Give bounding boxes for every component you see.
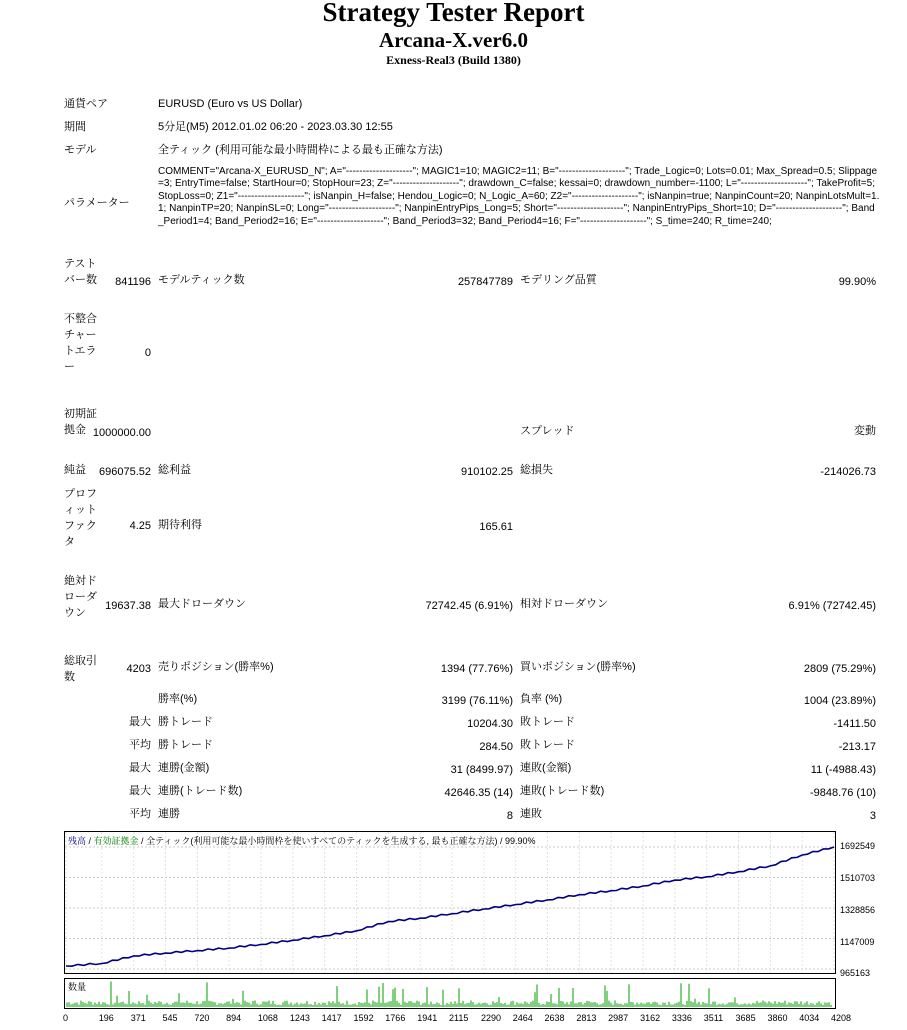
avg-label-2: 平均 [129,808,151,820]
cons-loss-money-label: 連敗(金額) [520,762,572,774]
x-tick-label: 1417 [321,1013,342,1023]
x-tick-label: 720 [194,1013,210,1023]
net-value: 696075.52 [99,466,151,478]
y-tick-0: 1692549 [840,841,876,851]
ea-name: Arcana-X.ver6.0 [379,28,528,52]
deposit-label: 初期証拠金 [64,408,97,436]
x-tick-label: 4208 [831,1013,852,1023]
x-tick-label: 2813 [576,1013,597,1023]
x-tick-label: 1068 [257,1013,278,1023]
max-win-label: 勝トレード [158,716,213,728]
mismatch-value: 0 [144,347,151,359]
period-value: 5分足(M5) 2012.01.02 06:20 - 2023.03.30 12:55 [158,121,393,133]
gross-profit-value: 910102.25 [461,466,513,478]
model-value: 全ティック (利用可能な最小時間枠による最も正確な方法) [158,144,443,156]
long-value: 2809 (75.29%) [803,663,876,675]
max-loss-value: -1411.50 [833,718,876,730]
x-tick-label: 371 [130,1013,146,1023]
avg-win-label: 勝トレード [158,739,213,751]
avg-win-value: 284.50 [479,741,513,753]
legend-equity: 有効証拠金 [93,836,139,846]
cons-win-money-label: 連勝(金額) [158,762,210,774]
legend-balance: 残高 [68,836,87,846]
balance-line [66,847,834,966]
cons-loss-trades-value: -9848.76 (10) [809,787,876,799]
x-tick-label: 2987 [608,1013,629,1023]
short-label: 売りポジション(勝率%) [158,661,274,673]
pf-label: プロフィットファクタ [64,488,97,548]
max-dd-label: 最大ドローダウン [158,598,246,610]
avg-cons-loss-label: 連敗 [520,808,542,820]
net-label: 純益 [64,464,86,476]
short-value: 1394 (77.76%) [440,663,513,675]
period-label: 期間 [64,121,86,133]
max-dd-value: 72742.45 (6.91%) [425,600,513,612]
gross-loss-label: 総損失 [520,464,553,476]
spread-value: 変動 [854,425,876,437]
cons-loss-trades-label: 連敗(トレード数) [520,785,605,797]
ticks-value: 257847789 [457,276,513,288]
trades-value: 4203 [126,663,151,675]
payoff-value: 165.61 [479,521,513,533]
cons-profit-label: 連勝(トレード数) [158,785,243,797]
deposit-value: 1000000.00 [92,427,151,439]
legend-sep-2: / [138,836,147,846]
max-win-value: 10204.30 [467,718,513,730]
x-tick-label: 1243 [289,1013,310,1023]
x-tick-label: 0 [63,1013,69,1023]
avg-cons-win-value: 8 [506,810,513,822]
max-label-3: 最大 [129,785,151,797]
volume-chart-svg [65,979,835,1008]
long-label: 買いポジション(勝率%) [520,661,636,673]
win-value: 3199 (76.11%) [441,695,513,707]
max-label-2: 最大 [129,762,151,774]
x-tick-label: 3860 [767,1013,788,1023]
payoff-label: 期待利得 [158,519,202,531]
params-value: COMMENT="Arcana-X_EURUSD_N"; A="--------------------"; MAGIC1=10; MAGIC2=11; B="--------------------"; Trade_Logic=0; Lots=0.01; Max_Spread=0.5; Slippage=3; EntryTime=false; StartHour=0; StopHour=23; Z="--------------------"; drawdown_C=false; kessai=0; drawdown_number=-1100; L="--------------------"; TakeProfit=5; StopLoss=0; Z1="--------------------"; isNanpin_H=false; Hendou_Logic=0; N_Logic_A=60; Z2="--------------------"; isNanpin=true; NanpinCount=20; NanpinLotsMult=1.1; NanpinTP=20; NanpinSL=0; Long="--------------------"; NanpinEntryPips_Long=5; Short="--------------------"; NanpinEntryPips_Short=10; D="--------------------"; Band_Period1=4; Band_Period2=16; E="--------------------"; Band_Period3=32; Band_Period4=16; F="--------------------"; S_time=240; R_time=240; [158,166,880,227]
quality-label: モデリング品質 [520,274,597,286]
x-tick-label: 3162 [640,1013,661,1023]
x-tick-label: 2115 [449,1013,469,1023]
volume-chart [64,978,836,1009]
avg-cons-loss-value: 3 [869,810,876,822]
y-tick-1: 1510703 [840,873,876,883]
balance-chart [64,831,836,974]
symbol-label: 通貨ペア [64,98,108,110]
max-label: 最大 [129,716,151,728]
x-tick-label: 4034 [799,1013,820,1023]
quality-value: 99.90% [838,276,876,288]
avg-loss-value: -213.17 [838,741,876,753]
balance-chart-svg [65,832,835,973]
x-tick-label: 1592 [353,1013,374,1023]
avg-label: 平均 [129,739,151,751]
x-tick-label: 1941 [417,1013,438,1023]
y-tick-2: 1328856 [840,905,876,915]
x-tick-label: 2464 [512,1013,533,1023]
report-title: Strategy Tester Report [322,0,585,27]
cons-profit-value: 42646.35 (14) [444,787,513,799]
gross-profit-label: 総利益 [158,464,191,476]
y-tick-3: 1147009 [840,937,875,947]
rel-dd-label: 相対ドローダウン [520,598,608,610]
model-label: モデル [64,144,97,156]
params-label: パラメーター [64,197,130,209]
loss-value: 1004 (23.89%) [803,695,876,707]
x-tick-label: 3685 [735,1013,756,1023]
y-tick-4: 965163 [840,968,871,978]
abs-dd-value: 19637.38 [105,600,151,612]
x-tick-label: 894 [226,1013,242,1023]
mismatch-label: 不整合チャートエラー [64,313,97,373]
x-tick-label: 2290 [480,1013,501,1023]
x-tick-label: 3511 [703,1013,724,1023]
chart-legend [68,834,535,847]
spread-label: スプレッド [520,425,575,437]
avg-loss-label: 敗トレード [520,739,575,751]
abs-dd-label: 絶対ドローダウン [64,575,97,619]
trades-label: 総取引数 [64,655,97,683]
cons-win-money-value: 31 (8499.97) [450,764,513,776]
symbol-value: EURUSD (Euro vs US Dollar) [158,98,303,110]
max-loss-label: 敗トレード [520,716,575,728]
x-tick-label: 196 [98,1013,114,1023]
x-tick-label: 2638 [544,1013,565,1023]
avg-cons-win-label: 連勝 [158,808,180,820]
x-tick-label: 3336 [671,1013,692,1023]
volume-label: 数量 [68,982,87,992]
win-label: 勝率(%) [158,693,198,705]
legend-sep-1: / [86,836,94,846]
x-tick-label: 1766 [385,1013,406,1023]
gross-loss-value: -214026.73 [820,466,876,478]
ticks-label: モデルティック数 [158,274,245,286]
account-server: Exness-Real3 (Build 1380) [386,53,521,67]
bars-value: 841196 [115,276,151,288]
legend-text: 全ティック(利用可能な最小時間枠を使いすべてのティックを生成する, 最も正確な方法) / 99.90% [146,836,536,846]
x-tick-label: 545 [162,1013,178,1023]
loss-label: 負率 (%) [520,693,563,705]
rel-dd-value: 6.91% (72742.45) [788,600,876,612]
cons-loss-money-value: 11 (-4988.43) [810,764,876,776]
pf-value: 4.25 [129,520,151,532]
bars-label: テストバー数 [64,258,97,286]
